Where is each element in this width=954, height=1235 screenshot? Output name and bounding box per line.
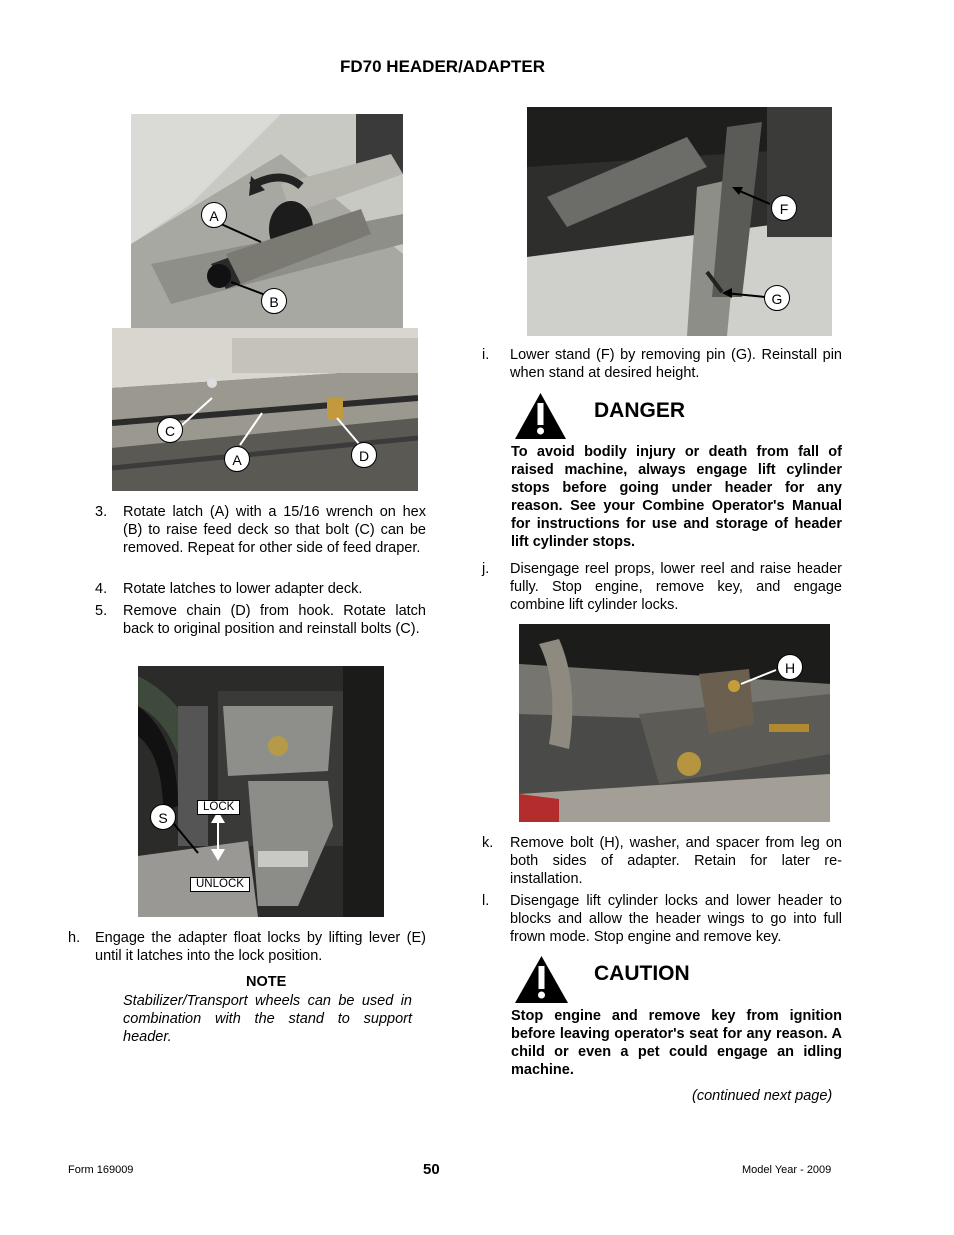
callout-f: F [771, 195, 797, 221]
callout-d: D [351, 442, 377, 468]
step-text: Lower stand (F) by removing pin (G). Reinstall pin when stand at desired height. [510, 347, 842, 381]
danger-warning-icon [513, 391, 568, 441]
step-text: Rotate latch (A) with a 15/16 wrench on hex (B) to raise feed deck so that bolt (C) can be removed. Repeat for other side of feed draper. [123, 504, 426, 556]
figure-feed-deck-photo [112, 328, 418, 491]
list-item [95, 503, 426, 575]
lock-label: LOCK [197, 800, 240, 815]
figure-leg-bolt-photo [519, 624, 830, 822]
callout-s: S [150, 804, 176, 830]
step-number: k. [482, 835, 494, 851]
list-item [482, 834, 842, 888]
step-text: Engage the adapter float locks by lifting lever (E) until it latches into the lock position. [95, 930, 426, 964]
unlock-label: UNLOCK [190, 877, 250, 892]
list-item [482, 892, 842, 946]
continued-note: (continued next page) [692, 1088, 833, 1104]
figure-float-lock-photo [138, 666, 384, 917]
page-title: FD70 HEADER/ADAPTER [340, 57, 545, 76]
note-title: NOTE [246, 974, 287, 990]
list-item [95, 580, 426, 598]
step-text: Disengage lift cylinder locks and lower header to blocks and allow the header wings to go into full frown mode. Stop engine and remove key. [510, 893, 842, 945]
step-text: Rotate latches to lower adapter deck. [123, 581, 363, 597]
step-number: j. [482, 561, 490, 577]
callout-a: A [224, 446, 250, 472]
step-number: 5. [95, 603, 108, 619]
list-item [68, 929, 426, 965]
list-item [482, 346, 842, 382]
step-text: Remove bolt (H), washer, and spacer from leg on both sides of adapter. Retain for later re-installation. [510, 835, 842, 887]
form-number: Form 169009 [68, 1164, 134, 1176]
caution-warning-icon [513, 954, 570, 1005]
page-number: 50 [423, 1161, 440, 1178]
model-year: Model Year - 2009 [742, 1164, 832, 1176]
figure-stand-photo [527, 107, 832, 336]
step-number: 3. [95, 504, 108, 520]
step-number: l. [482, 893, 490, 909]
callout-b: B [261, 288, 287, 314]
step-number: i. [482, 347, 490, 363]
step-text: Disengage reel props, lower reel and raise header fully. Stop engine, remove key, and engage combine lift cylinder locks. [510, 561, 842, 613]
callout-g: G [764, 285, 790, 311]
callout-h: H [777, 654, 803, 680]
list-item [482, 560, 842, 614]
step-number: h. [68, 930, 81, 946]
list-item [95, 602, 426, 656]
caution-text: Stop engine and remove key from ignition before leaving operator's seat for any reason. A child or even a pet could engage an idling machine. [511, 1008, 842, 1078]
danger-text: To avoid bodily injury or death from fall of raised machine, always engage lift cylinder stops before going under header for any reason. See your Combine Operator's Manual for instructions for use and storage of header lift cylinder stops. [511, 444, 842, 550]
callout-a: A [201, 202, 227, 228]
callout-c: C [157, 417, 183, 443]
figure-latch-rendering [131, 114, 403, 328]
note-text: Stabilizer/Transport wheels can be used in combination with the stand to support header. [123, 993, 412, 1045]
caution-title: CAUTION [594, 962, 690, 985]
step-number: 4. [95, 581, 108, 597]
danger-title: DANGER [594, 399, 686, 422]
step-text: Remove chain (D) from hook. Rotate latch back to original position and reinstall bolts (C). [123, 603, 426, 637]
